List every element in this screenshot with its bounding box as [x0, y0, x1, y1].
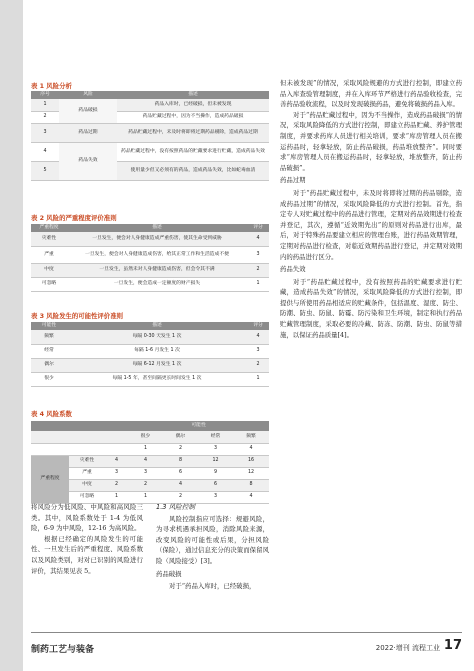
- table1-header-risk: 风险: [59, 91, 117, 99]
- table4-col-label: 很少: [128, 431, 163, 443]
- table2-title: 表 2 风险的严重程度评价准则: [31, 214, 117, 222]
- subsection-heading: 药品破损: [156, 569, 182, 578]
- table1-cell-risk: 药品失效: [59, 142, 117, 180]
- table4-cell: 4: [128, 455, 163, 467]
- subsection-heading: 药品过期: [280, 176, 306, 185]
- table2-cell-level: 严重: [31, 246, 67, 263]
- table2-cell-score: 3: [247, 246, 269, 263]
- table3-cell-desc: 每隔 1-6 月发生 1 次: [67, 344, 247, 358]
- table4-blank: [31, 443, 128, 455]
- paragraph: 将风险分为低风险、中风险和高风险三类。其中，风险系数处于 1-4 为低风险，6-9 为中风险，12-16 为高风险。: [31, 503, 143, 533]
- table2-cell-desc: 一旦发生，虽然未对人身健康造成伤害，但会令其不满: [67, 263, 247, 277]
- table2-cell-level: 灾难性: [31, 232, 67, 246]
- table3-header-desc: 描述: [67, 322, 247, 330]
- text-column-right: [280, 78, 462, 340]
- risk-analysis-table: [31, 91, 269, 181]
- journal-issue: 2022·增刊 流程工业: [375, 644, 440, 652]
- table2-cell-score: 2: [247, 263, 269, 277]
- paragraph: 对于“药品贮藏过程中，因为不当操作，造成药品破损”的情况，采取风险降低的方式进行控制，即建立药品贮藏、养护管理制度，并要求药库人员进行相关培训，要求“库房管理人员在搬运药品时，轻拿轻放，防止药品破损，药品堆放整齐”。同时要求“库房管理人员在搬运药品时，轻拿轻放，堆放整齐，防止药品破损”。: [280, 110, 462, 172]
- table4-cell: 16: [233, 455, 269, 467]
- table-row: [31, 455, 269, 467]
- subsection-heading: 药品失效: [280, 265, 306, 274]
- table4-col-score: 3: [198, 443, 233, 455]
- table4-row-label: 灾难性: [69, 455, 105, 467]
- table1-cell-risk: 药品破损: [59, 99, 117, 123]
- table4-col-score: 1: [128, 443, 163, 455]
- table2-cell-desc: 一旦发生，便会造成一定额度的财产损失: [67, 277, 247, 291]
- table4-cell: 3: [128, 467, 163, 479]
- table1-cell-desc: 使用量少但又必须有的药品，造成药品失效，比如蛇毒血清: [117, 161, 269, 180]
- table2-cell-desc: 一旦发生，便会对人身健康造成伤害，给其正常工作和生活造成不便: [67, 246, 247, 263]
- table3-cell-desc: 每隔 0-30 天发生 1 次: [67, 330, 247, 344]
- table-row: [31, 263, 269, 277]
- table3-cell-score: 4: [247, 330, 269, 344]
- paragraph: 对于“药品贮藏过程中，没有按照药品的贮藏要求进行贮藏，造成药品失效”的情况，采取风险降低的方式进行控制，即提供与所使用药品相适应的贮藏条件，包括温度、湿度、防尘、防潮、防虫、防鼠、防霉、防污染和卫生环境，制定和执行药品贮藏管理制度，采取必要的冷藏、防冻、防潮、防虫、防鼠等措施，以保证药品质量[4]。: [280, 277, 462, 339]
- table-row: [31, 123, 269, 142]
- table2-header-level: 严重程度: [31, 224, 67, 232]
- table4-row-score: 1: [105, 491, 128, 503]
- page-footer: [31, 632, 462, 662]
- table3-cell-level: 频繁: [31, 330, 67, 344]
- page-edge-strip: [0, 0, 23, 671]
- section-heading: 1.3 风险控制: [156, 503, 195, 511]
- table1-cell-no: 5: [31, 161, 59, 180]
- table3-cell-level: 偶尔: [31, 358, 67, 372]
- table3-cell-level: 经常: [31, 344, 67, 358]
- table-row: [31, 358, 269, 372]
- paragraph: 对于“药品入库时，已经破损，: [169, 582, 256, 591]
- table2-cell-score: 1: [247, 277, 269, 291]
- table1-cell-desc: 药品入库时，已经破损，但未被发现: [117, 99, 269, 111]
- table-row: [31, 344, 269, 358]
- table4-cell: 8: [163, 455, 198, 467]
- table-row: [31, 330, 269, 344]
- page-number: 17: [443, 638, 462, 653]
- table2-cell-level: 可忽略: [31, 277, 67, 291]
- table-row: [31, 99, 269, 111]
- table4-title: 表 4 风险系数: [31, 410, 72, 418]
- table1-cell-no: 2: [31, 111, 59, 123]
- table1-header-desc: 描述: [117, 91, 269, 99]
- table1-cell-no: 3: [31, 123, 59, 142]
- table3-title: 表 3 风险发生的可能性评价准则: [31, 312, 123, 320]
- risk-coefficient-table: [31, 421, 269, 504]
- table4-cell: 2: [163, 491, 198, 503]
- text-column-left: [31, 502, 143, 576]
- table4-col-label: 频繁: [233, 431, 269, 443]
- text-column-middle: [156, 502, 269, 592]
- table4-top-header: 可能性: [128, 421, 269, 431]
- table4-cell: 12: [198, 455, 233, 467]
- journal-section-name: 制药工艺与装备: [31, 645, 95, 655]
- table-row: [31, 443, 269, 455]
- paragraph: 但未被发现”的情况，采取风险规避的方式进行控制，即建立药品入库查验管理制度，并在入库环节严格进行药品验收检查，完善药品验收流程，以及时发现破损药品，避免将破损药品入库。: [280, 79, 462, 109]
- table3-cell-level: 很少: [31, 372, 67, 386]
- severity-criteria-table: [31, 224, 269, 292]
- footer-divider: [31, 632, 462, 633]
- table3-header-level: 可能性: [31, 322, 67, 330]
- table4-cell: 2: [128, 479, 163, 491]
- table1-cell-desc: 药品贮藏过程中，未及时将即将过期药品剔除，造成药品过期: [117, 123, 269, 142]
- table4-row-label: 中度: [69, 479, 105, 491]
- table4-cell: 8: [233, 479, 269, 491]
- table-row: [31, 232, 269, 246]
- table1-cell-desc: 药品贮藏过程中，因为不当操作，造成药品破损: [117, 111, 269, 123]
- table4-cell: 9: [198, 467, 233, 479]
- table2-cell-level: 中度: [31, 263, 67, 277]
- table4-row-score: 2: [105, 479, 128, 491]
- table4-row-label: 可忽略: [69, 491, 105, 503]
- paragraph: 对于“药品贮藏过程中，未及时将即将过期的药品剔除，造成药品过期”的情况，采取风险降低的方式进行控制。首先，指定专人对贮藏过程中的药品进行管理，定期对药品效期进行检查并登记，其次，遵循“近效期先出”的原则对药品进行出库，最后，对于特殊药品要建立相应的管理台账，进行药品效期管理，定期对药品进行检查，对临近效期药品进行登记，并定期对效期内的药品进行区分。: [280, 188, 462, 261]
- table-row: [31, 431, 269, 443]
- table3-cell-desc: 每隔 1-5 年，甚至间隔更长时间发生 1 次: [67, 372, 247, 386]
- table4-col-score: 4: [233, 443, 269, 455]
- table4-corner: [31, 421, 128, 431]
- table1-cell-no: 4: [31, 142, 59, 161]
- table2-cell-desc: 一旦发生，便会对人身健康造成严重伤害，使其生命受到威胁: [67, 232, 247, 246]
- paragraph: 风险控制指应可选择：规避风险，为寻求机遇承担风险，消除风险来源，改变风险的可能性或后果，分担风险（保险），通过信息充分的决策而保留风险（风险接受）[3]。: [156, 514, 269, 565]
- table-row: [31, 277, 269, 291]
- table4-blank: [31, 431, 128, 443]
- table2-cell-score: 4: [247, 232, 269, 246]
- table4-cell: 6: [163, 467, 198, 479]
- table4-col-score: 2: [163, 443, 198, 455]
- table3-cell-score: 2: [247, 358, 269, 372]
- table3-header-score: 评分: [247, 322, 269, 330]
- table2-header-desc: 描述: [67, 224, 247, 232]
- paragraph: 根据已经确定的风险发生的可能性、一旦发生后的严重程度、风险系数以及风险类别，对对已识别的风险进行评价，其结果见表 5。: [31, 534, 143, 575]
- table4-cell: 4: [163, 479, 198, 491]
- likelihood-criteria-table: [31, 322, 269, 387]
- table4-cell: 3: [198, 491, 233, 503]
- table-row: [31, 372, 269, 386]
- table4-row-score: 4: [105, 455, 128, 467]
- table4-row-score: 3: [105, 467, 128, 479]
- table4-row-label: 严重: [69, 467, 105, 479]
- table1-header-no: 序号: [31, 91, 59, 99]
- table4-cell: 6: [198, 479, 233, 491]
- table1-title: 表 1 风险分析: [31, 82, 72, 90]
- table4-cell: 12: [233, 467, 269, 479]
- table3-cell-desc: 每隔 6-12 月发生 1 次: [67, 358, 247, 372]
- table3-cell-score: 1: [247, 372, 269, 386]
- table4-col-label: 经常: [198, 431, 233, 443]
- table4-col-label: 偶尔: [163, 431, 198, 443]
- table2-header-score: 评分: [247, 224, 269, 232]
- table-row: [31, 246, 269, 263]
- table1-cell-risk: 药品过期: [59, 123, 117, 142]
- table3-cell-score: 3: [247, 344, 269, 358]
- table-row: [31, 142, 269, 161]
- table1-cell-no: 1: [31, 99, 59, 111]
- table4-cell: 1: [128, 491, 163, 503]
- page-content: [31, 74, 462, 629]
- table4-cell: 4: [233, 491, 269, 503]
- table4-side-header: 严重程度: [31, 455, 69, 503]
- table1-cell-desc: 药品贮藏过程中，没有按照药品的贮藏要求进行贮藏，造成药品失效: [117, 142, 269, 161]
